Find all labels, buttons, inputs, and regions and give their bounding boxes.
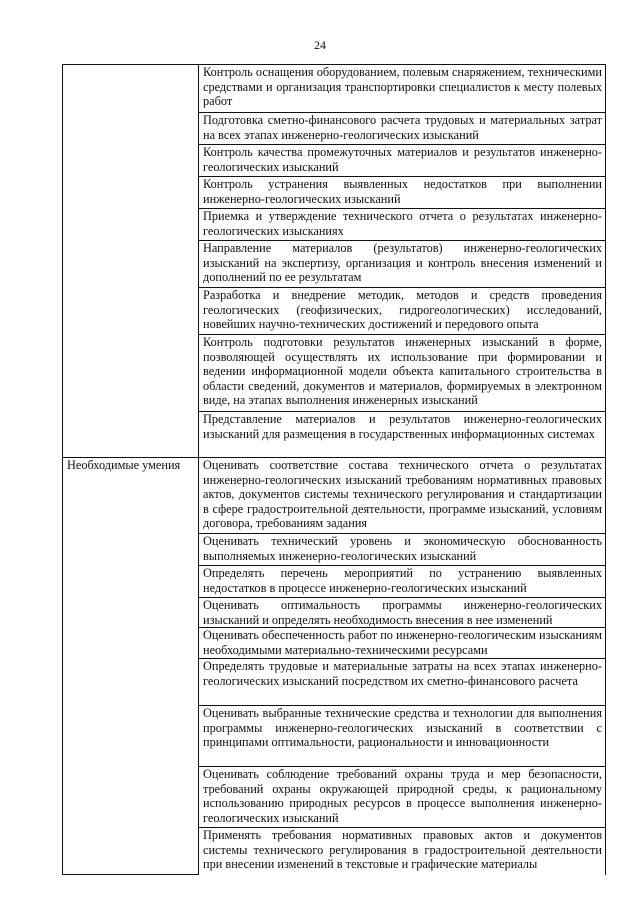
skill-text: Оценивать соответствие состава технического отчета о результатах инженерно-геологических изысканий требованиям нормативных правовых актов, документов системы технического регулирования и стандартизации в сфере градостроительной деятельности, программе изысканий, условиям договора, требованиям задания: [199, 458, 606, 534]
action-text: Контроль оснащения оборудованием, полевым снаряжением, техническими средствами и организация транспортировки специалистов к месту полевых работ: [199, 65, 606, 113]
table-row: [63, 458, 606, 534]
action-text: Разработка и внедрение методик, методов и средств проведения геологических (геофизических, гидрогеологических) исследований, новейших научно-технических достижений и передового опыта: [199, 288, 606, 335]
action-text: Приемка и утверждение технического отчета о результатах инженерно-геологических изысканиях: [199, 209, 606, 241]
skill-text: Оценивать технический уровень и экономическую обоснованность выполняемых инженерно-геологических изысканий: [199, 534, 606, 566]
section-label-required-skills: Необходимые умения: [63, 458, 199, 875]
table-row: [63, 65, 606, 113]
action-text: Подготовка сметно-финансового расчета трудовых и материальных затрат на всех этапах инженерно-геологических изысканий: [199, 113, 606, 145]
skill-text: Оценивать оптимальность программы инженерно-геологических изысканий и определять необходимость внесения в нее изменений: [199, 598, 606, 628]
skill-text: Определять перечень мероприятий по устранению выявленных недостатков в процессе инженерно-геологических изысканий: [199, 566, 606, 598]
action-text: Контроль устранения выявленных недостатков при выполнении инженерно-геологических изысканий: [199, 177, 606, 209]
skill-text: Оценивать соблюдение требований охраны труда и мер безопасности, требований охраны окружающей природной среды, к рациональному использованию природных ресурсов в процессе выполнения инженерно-геологических изысканий: [199, 767, 606, 828]
action-text: Представление материалов и результатов инженерно-геологических изысканий для размещения в государственных информационных системах: [199, 412, 606, 458]
action-text: Направление материалов (результатов) инженерно-геологических изысканий на экспертизу, организация и контроль внесения изменений и дополнений по ее результатам: [199, 241, 606, 288]
skill-text: Оценивать обеспеченность работ по инженерно-геологическим изысканиям необходимыми материально-техническими ресурсами: [199, 628, 606, 659]
skill-text: Оценивать выбранные технические средства и технологии для выполнения программы инженерно-геологических изысканий в соответствии с принципами оптимальности, рациональности и инновационности: [199, 706, 606, 767]
row-label-empty: [63, 65, 199, 458]
action-text: Контроль качества промежуточных материалов и результатов инженерно-геологических изысканий: [199, 145, 606, 177]
action-text: Контроль подготовки результатов инженерных изысканий в форме, позволяющей осуществлять их использование при формировании и ведении информационной модели объекта капитального строительства в области сведений, документов и материалов, формируемых в электронном виде, на этапах выполнения инженерных изысканий: [199, 335, 606, 412]
skill-text: Определять трудовые и материальные затраты на всех этапах инженерно-геологических изысканий посредством их сметно-финансового расчета: [199, 659, 606, 706]
labor-functions-table: [62, 64, 606, 875]
page-number: 24: [314, 38, 326, 52]
skill-text: Применять требования нормативных правовых актов и документов системы технического регулирования в градостроительной деятельности при внесении изменений в текстовые и графические материалы: [199, 828, 606, 875]
